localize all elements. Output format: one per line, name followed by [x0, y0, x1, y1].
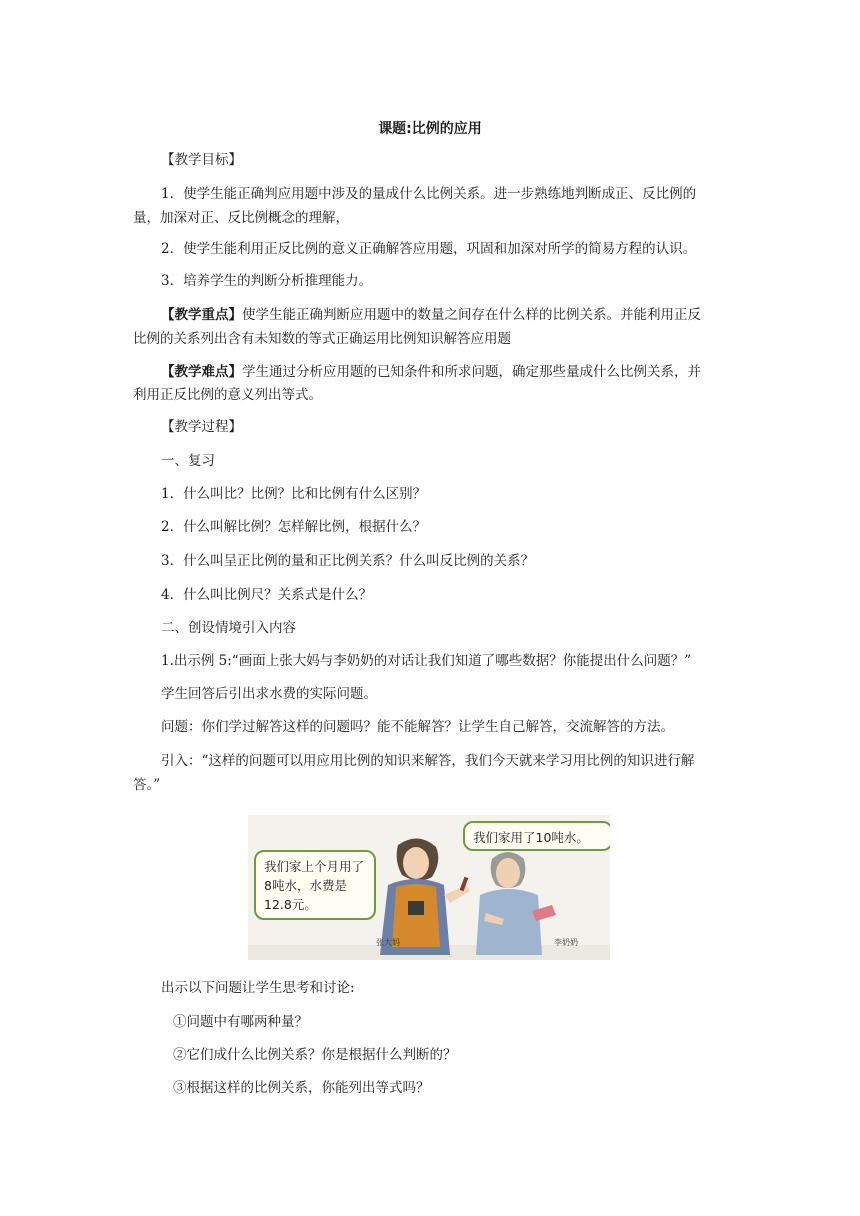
- dialogue-illustration: [248, 815, 610, 960]
- intro-line-3: 问题：你们学过解答这样的问题吗？能不能解答？让学生自己解答，交流解答的方法。: [161, 719, 674, 735]
- li-speech-bubble: 我们家用了10吨水。: [463, 821, 610, 851]
- zhang-name-label: 张大妈: [376, 938, 400, 947]
- discussion-question-1: ①问题中有哪两种量？: [173, 1014, 308, 1030]
- review-heading: 一、复习: [161, 453, 215, 469]
- goal-3: 3．培养学生的判断分析推理能力。: [161, 273, 373, 289]
- key-point-label: 【教学重点】: [161, 307, 242, 323]
- goal-2: 2．使学生能利用正反比例的意义正确解答应用题，巩固和加深对所学的简易方程的认识。: [161, 241, 697, 257]
- difficulty-text: 学生通过分析应用题的已知条件和所求问题，确定那些量成什么比例关系，并: [242, 364, 701, 380]
- li-name-label: 李奶奶: [554, 938, 578, 947]
- intro-line-1: 1.出示例 5:“画面上张大妈与李奶奶的对话让我们知道了哪些数据？你能提出什么问题？”: [161, 653, 692, 669]
- key-point-line-1: [161, 304, 701, 326]
- intro-heading: 二、创设情境引入内容: [161, 620, 296, 636]
- key-point-text: 使学生能正确判断应用题中的数量之间存在什么样的比例关系。并能利用正反: [242, 307, 701, 323]
- goals-heading: 【教学目标】: [161, 152, 242, 168]
- difficulty-label: 【教学难点】: [161, 364, 242, 380]
- intro-line-4: 引入：“这样的问题可以用应用比例的知识来解答，我们今天就来学习用比例的知识进行解: [161, 753, 695, 769]
- zhang-speech-bubble: 我们家上个月用了8吨水，水费是12.8元。: [254, 850, 376, 920]
- discussion-lead: 出示以下问题让学生思考和讨论:: [161, 980, 355, 996]
- intro-line-2: 学生回答后引出求水费的实际问题。: [161, 686, 377, 702]
- review-item-1: 1．什么叫比？比例？比和比例有什么区别？: [161, 486, 427, 502]
- key-point-line-2: 比例的关系列出含有未知数的等式正确运用比例知识解答应用题: [133, 331, 511, 347]
- review-item-2: 2．什么叫解比例？怎样解比例，根据什么？: [161, 519, 427, 535]
- intro-line-5: 答。”: [133, 777, 161, 793]
- goal-1-line-2: 量，加深对正、反比例概念的理解，: [133, 210, 349, 226]
- discussion-question-3: ③根据这样的比例关系，你能列出等式吗？: [173, 1080, 430, 1096]
- page-title: 课题:比例的应用: [378, 121, 482, 137]
- difficulty-line-2: 利用正反比例的意义列出等式。: [133, 387, 322, 403]
- process-heading: 【教学过程】: [161, 419, 242, 435]
- review-item-3: 3．什么叫呈正比例的量和正比例关系？什么叫反比例的关系？: [161, 553, 535, 569]
- li-figure: [476, 852, 556, 955]
- goal-1-line-1: 1．使学生能正确判应用题中涉及的量成什么比例关系。进一步熟练地判断成正、反比例的: [161, 186, 697, 202]
- difficulty-line-1: [161, 361, 701, 383]
- review-item-4: 4．什么叫比例尺？关系式是什么？: [161, 587, 373, 603]
- discussion-question-2: ②它们成什么比例关系？你是根据什么判断的？: [173, 1047, 457, 1063]
